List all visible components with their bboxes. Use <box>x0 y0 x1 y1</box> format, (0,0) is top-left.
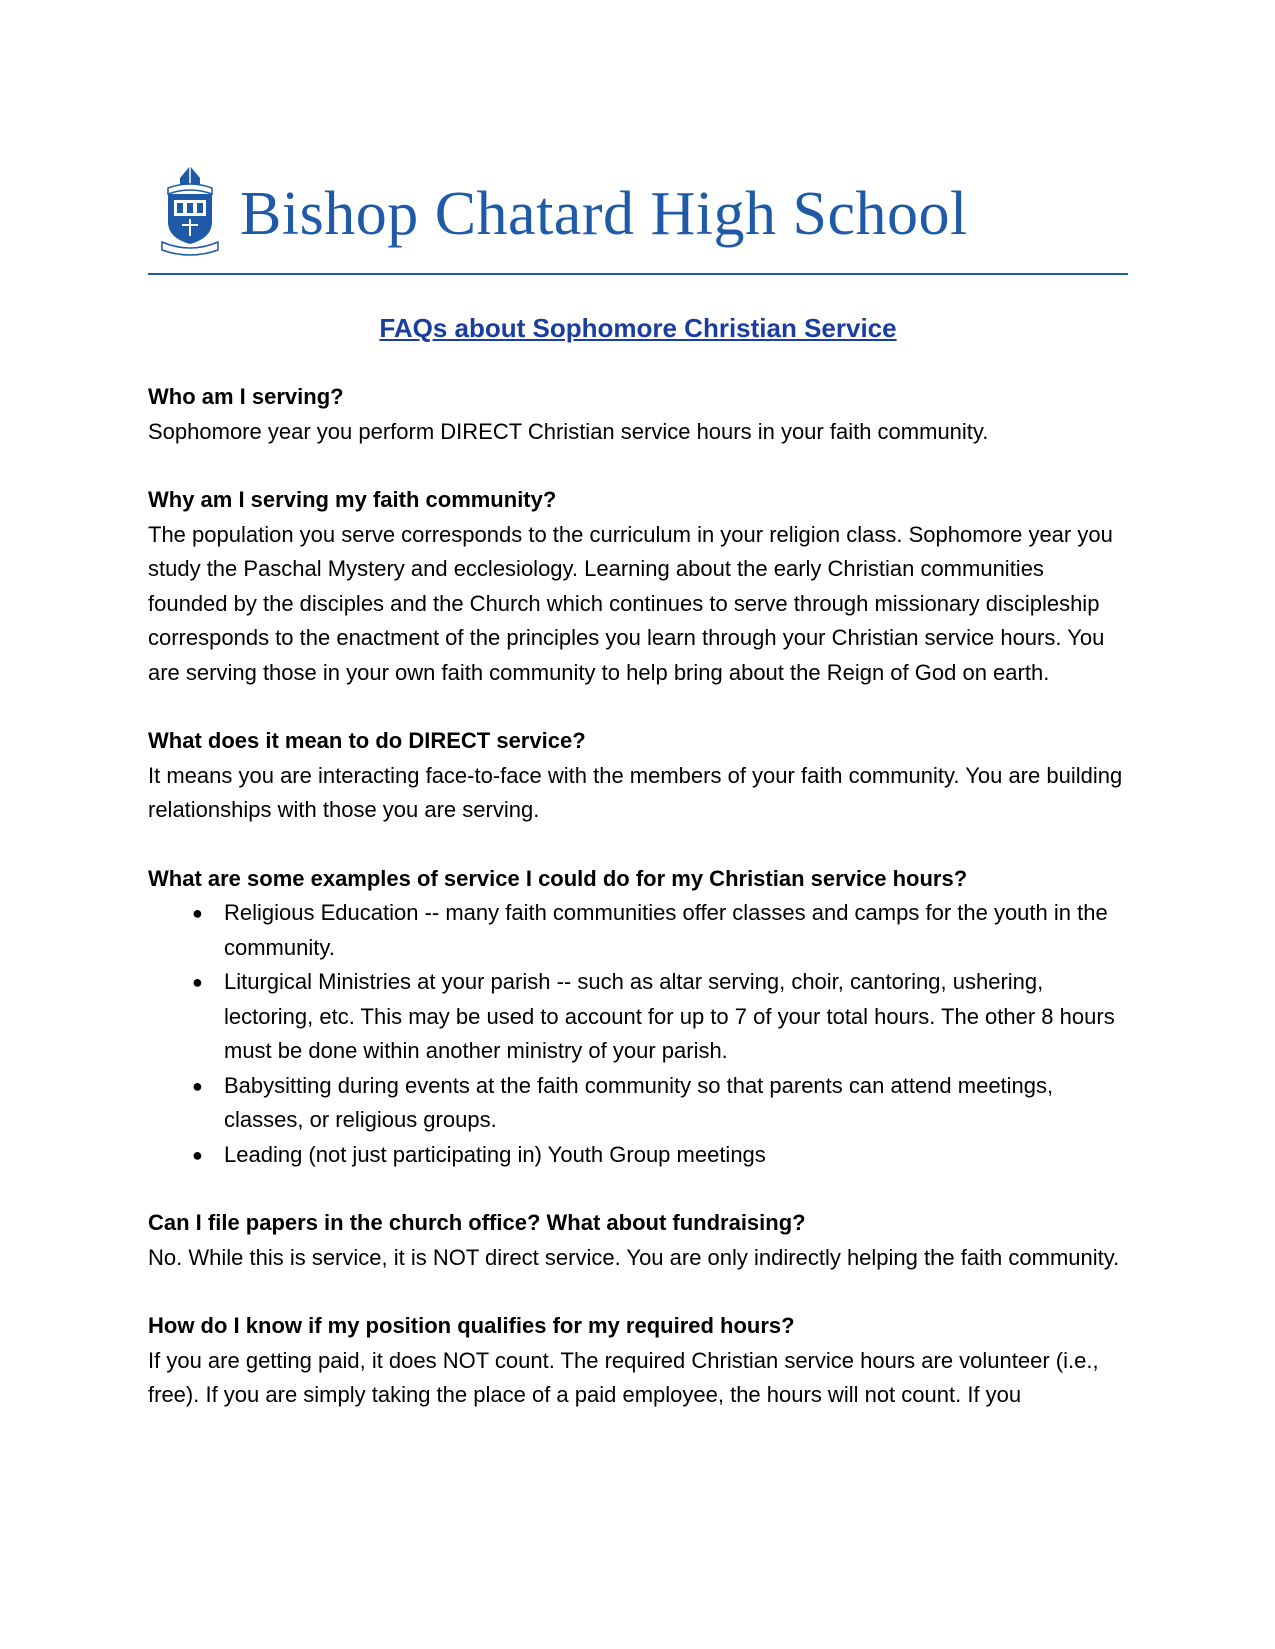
bullet-icon: ● <box>192 1075 203 1096</box>
examples-list <box>148 896 1128 1172</box>
faq-answer: If you are getting paid, it does NOT count. The required Christian service hours are volunteer (i.e., free). If you are simply taking the place of a paid employee, the hours will not count. If you <box>148 1347 1099 1407</box>
faq-item <box>148 1309 1128 1413</box>
list-item-text: Leading (not just participating in) Youth Group meetings <box>224 1141 766 1167</box>
school-crest-logo <box>160 164 220 256</box>
faq-item <box>148 724 1128 828</box>
faq-question: Can I file papers in the church office? What about fundraising? <box>148 1210 806 1235</box>
bullet-icon: ● <box>192 972 203 992</box>
faq-question: What are some examples of service I could do for my Christian service hours? <box>148 865 968 891</box>
letterhead <box>148 160 1128 260</box>
list-item-text: Babysitting during events at the faith community so that parents can attend meetings, classes, or religious groups. <box>224 1072 1054 1132</box>
faq-answer: No. While this is service, it is NOT direct service. You are only indirectly helping the faith community. <box>148 1244 1120 1270</box>
list-item <box>148 1069 1128 1138</box>
list-item <box>148 896 1128 965</box>
bullet-icon: ● <box>192 903 203 923</box>
faq-list <box>148 380 1128 1447</box>
list-item <box>148 1138 1128 1173</box>
school-name: Bishop Chatard High School <box>240 180 968 248</box>
list-item <box>148 965 1128 1069</box>
list-item-text: Liturgical Ministries at your parish -- such as altar serving, choir, cantoring, ushering, lectoring, etc. This may be used to account for up to 7 of your total hours. The other 8 hours must be done within another ministry of your parish. <box>224 969 1115 1063</box>
faq-item <box>148 380 1128 449</box>
faq-question: How do I know if my position qualifies for my required hours? <box>148 1313 795 1338</box>
header-divider <box>148 273 1128 275</box>
faq-question: Who am I serving? <box>148 384 344 409</box>
faq-item <box>148 483 1128 690</box>
faq-item <box>148 1206 1128 1275</box>
faq-question: What does it mean to do DIRECT service? <box>148 728 586 753</box>
bullet-icon: ● <box>192 1144 203 1165</box>
faq-answer: The population you serve corresponds to the curriculum in your religion class. Sophomore year you study the Paschal Mystery and ecclesiology. Learning about the early Christian communities founded by the disciples and the Church which continues to serve through missionary discipleship corresponds to the enactment of the principles you learn through your Christian service hours. You are serving those in your own faith community to help bring about the Reign of God on earth. <box>148 521 1113 685</box>
faq-answer: It means you are interacting face-to-face with the members of your faith community. You are building relationships with those you are serving. <box>148 762 1123 822</box>
list-item-text: Religious Education -- many faith communities offer classes and camps for the youth in the community. <box>224 900 1108 960</box>
document-title: FAQs about Sophomore Christian Service <box>379 313 897 343</box>
faq-question: Why am I serving my faith community? <box>148 487 557 512</box>
faq-answer: Sophomore year you perform DIRECT Christian service hours in your faith community. <box>148 418 989 444</box>
faq-item <box>148 862 1128 1173</box>
